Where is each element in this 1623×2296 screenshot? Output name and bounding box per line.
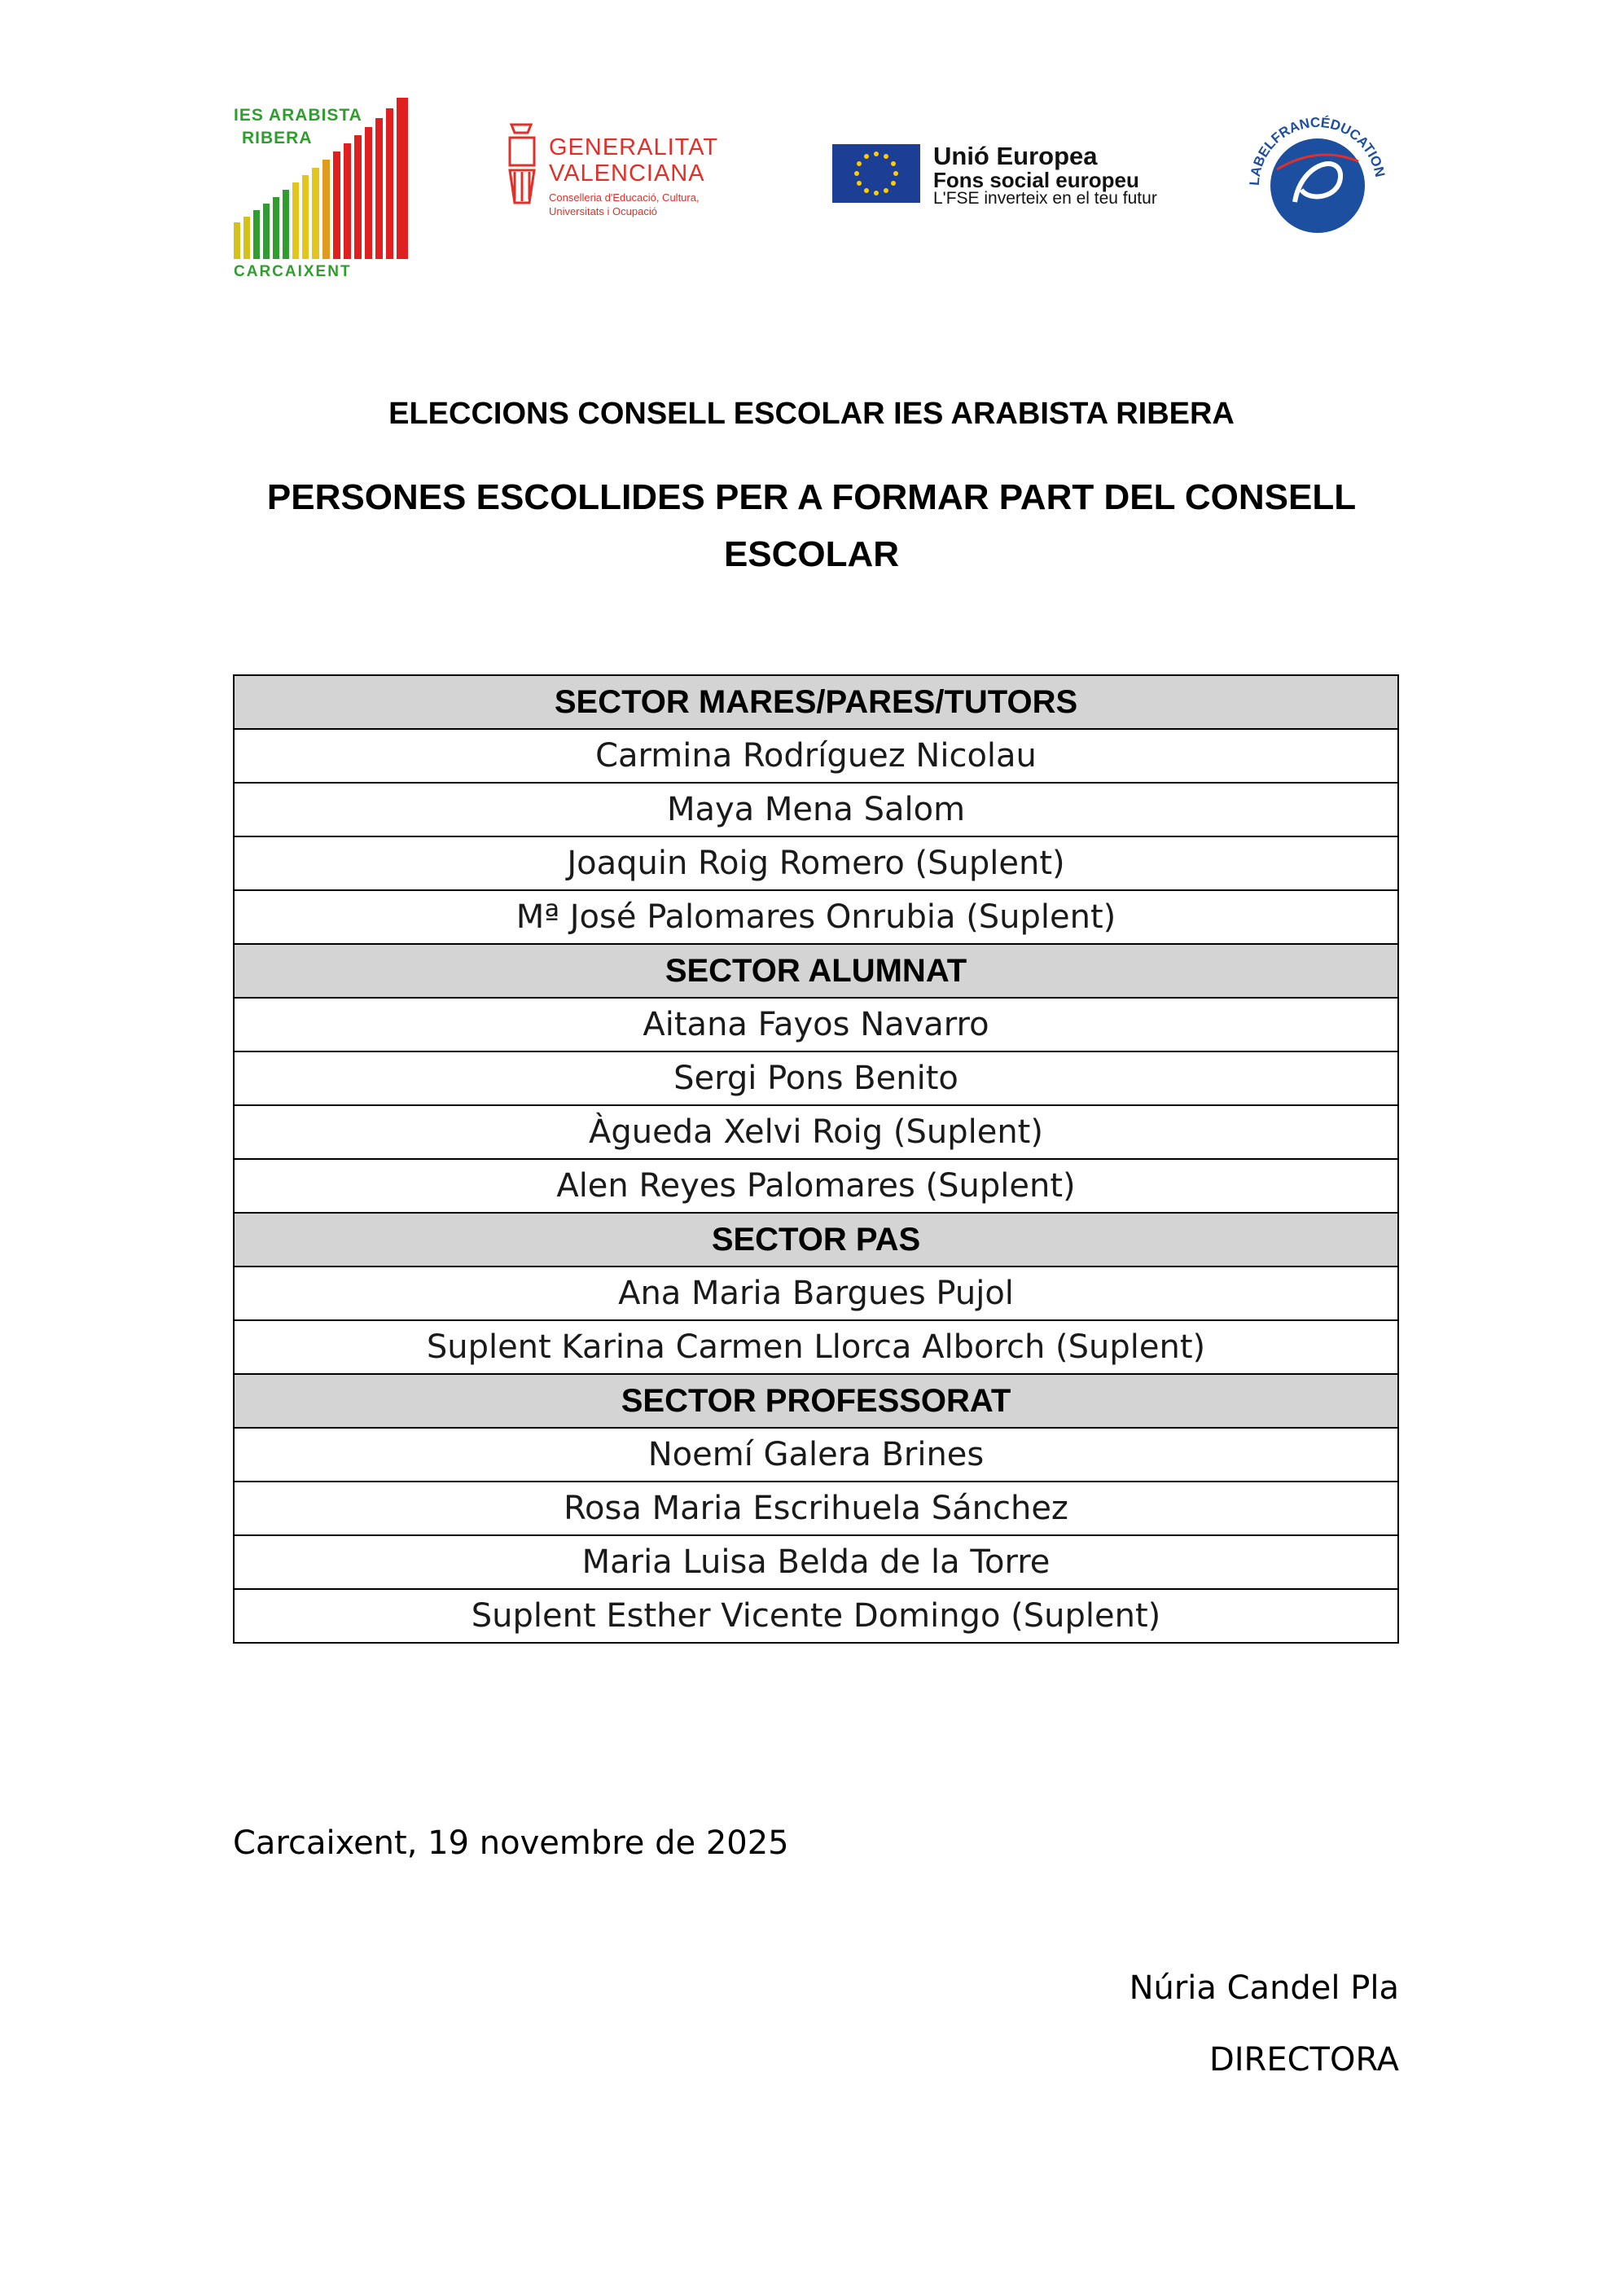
member-name: Sergi Pons Benito	[234, 1051, 1398, 1105]
member-row	[234, 1589, 1398, 1643]
eu-line3: L'FSE inverteix en el teu futur	[933, 189, 1157, 208]
document-subtitle	[0, 469, 1623, 583]
member-name: Suplent Karina Carmen Llorca Alborch (Suplent)	[234, 1320, 1398, 1374]
ies-arabista-logo	[230, 96, 419, 280]
ies-bars-icon	[230, 96, 419, 263]
sector-name: SECTOR PAS	[234, 1213, 1398, 1267]
member-row	[234, 890, 1398, 944]
member-name: Aitana Fayos Navarro	[234, 998, 1398, 1051]
member-name: Mª José Palomares Onrubia (Suplent)	[234, 890, 1398, 944]
member-name: Àgueda Xelvi Roig (Suplent)	[234, 1105, 1398, 1159]
sector-name: SECTOR MARES/PARES/TUTORS	[234, 675, 1398, 729]
signer-role: DIRECTORA	[1208, 2041, 1399, 2079]
generalitat-line1: GENERALITAT	[549, 134, 719, 160]
member-name: Rosa Maria Escrihuela Sánchez	[234, 1482, 1398, 1535]
ies-logo-line2: RIBERA	[242, 129, 313, 147]
council-members-table	[233, 674, 1399, 1644]
eu-line1: Unió Europea	[933, 142, 1098, 170]
member-row	[234, 1051, 1398, 1105]
label-ring-text: LABELFRANCÉDUCATION	[1246, 114, 1388, 187]
member-row	[234, 783, 1398, 836]
member-name: Maria Luisa Belda de la Torre	[234, 1535, 1398, 1589]
member-name: Maya Mena Salom	[234, 783, 1398, 836]
sector-header-row	[234, 1374, 1398, 1428]
sector-header-row	[234, 675, 1398, 729]
member-row	[234, 1428, 1398, 1482]
member-name: Suplent Esther Vicente Domingo (Suplent)	[234, 1589, 1398, 1643]
ies-logo-town: CARCAIXENT	[234, 263, 352, 280]
subtitle-line2: ESCOLAR	[723, 534, 900, 574]
member-name: Ana Maria Bargues Pujol	[234, 1267, 1398, 1320]
member-row	[234, 836, 1398, 890]
generalitat-sub2: Universitats i Ocupació	[549, 205, 657, 217]
sector-header-row	[234, 1213, 1398, 1267]
place-and-date: Carcaixent, 19 novembre de 2025	[233, 1824, 789, 1862]
generalitat-sub1: Conselleria d'Educació, Cultura,	[549, 191, 700, 204]
eu-line2: Fons social europeu	[933, 168, 1139, 192]
member-row	[234, 1320, 1398, 1374]
member-row	[234, 1267, 1398, 1320]
signer-name: Núria Candel Pla	[1129, 1969, 1399, 2007]
generalitat-line2: VALENCIANA	[549, 160, 705, 187]
member-row	[234, 998, 1398, 1051]
member-name: Joaquin Roig Romero (Suplent)	[234, 836, 1398, 890]
member-name: Noemí Galera Brines	[234, 1428, 1398, 1482]
member-row	[234, 1159, 1398, 1213]
sector-name: SECTOR ALUMNAT	[234, 944, 1398, 998]
member-row	[234, 1535, 1398, 1589]
member-row	[234, 1482, 1398, 1535]
sector-name: SECTOR PROFESSORAT	[234, 1374, 1398, 1428]
eu-flag-icon	[832, 144, 920, 203]
document-title: ELECCIONS CONSELL ESCOLAR IES ARABISTA RIBERA	[388, 397, 1235, 431]
generalitat-emblem-icon	[503, 118, 541, 208]
eu-social-fund-logo	[832, 140, 1191, 208]
label-france-education-logo	[1244, 112, 1391, 259]
member-name: Carmina Rodríguez Nicolau	[234, 729, 1398, 783]
ies-logo-line1: IES ARABISTA	[234, 106, 362, 125]
subtitle-line1: PERSONES ESCOLLIDES PER A FORMAR PART DEL CONSELL	[266, 477, 1357, 517]
member-row	[234, 729, 1398, 783]
member-name: Alen Reyes Palomares (Suplent)	[234, 1159, 1398, 1213]
generalitat-valenciana-logo	[503, 118, 739, 224]
member-row	[234, 1105, 1398, 1159]
sector-header-row	[234, 944, 1398, 998]
